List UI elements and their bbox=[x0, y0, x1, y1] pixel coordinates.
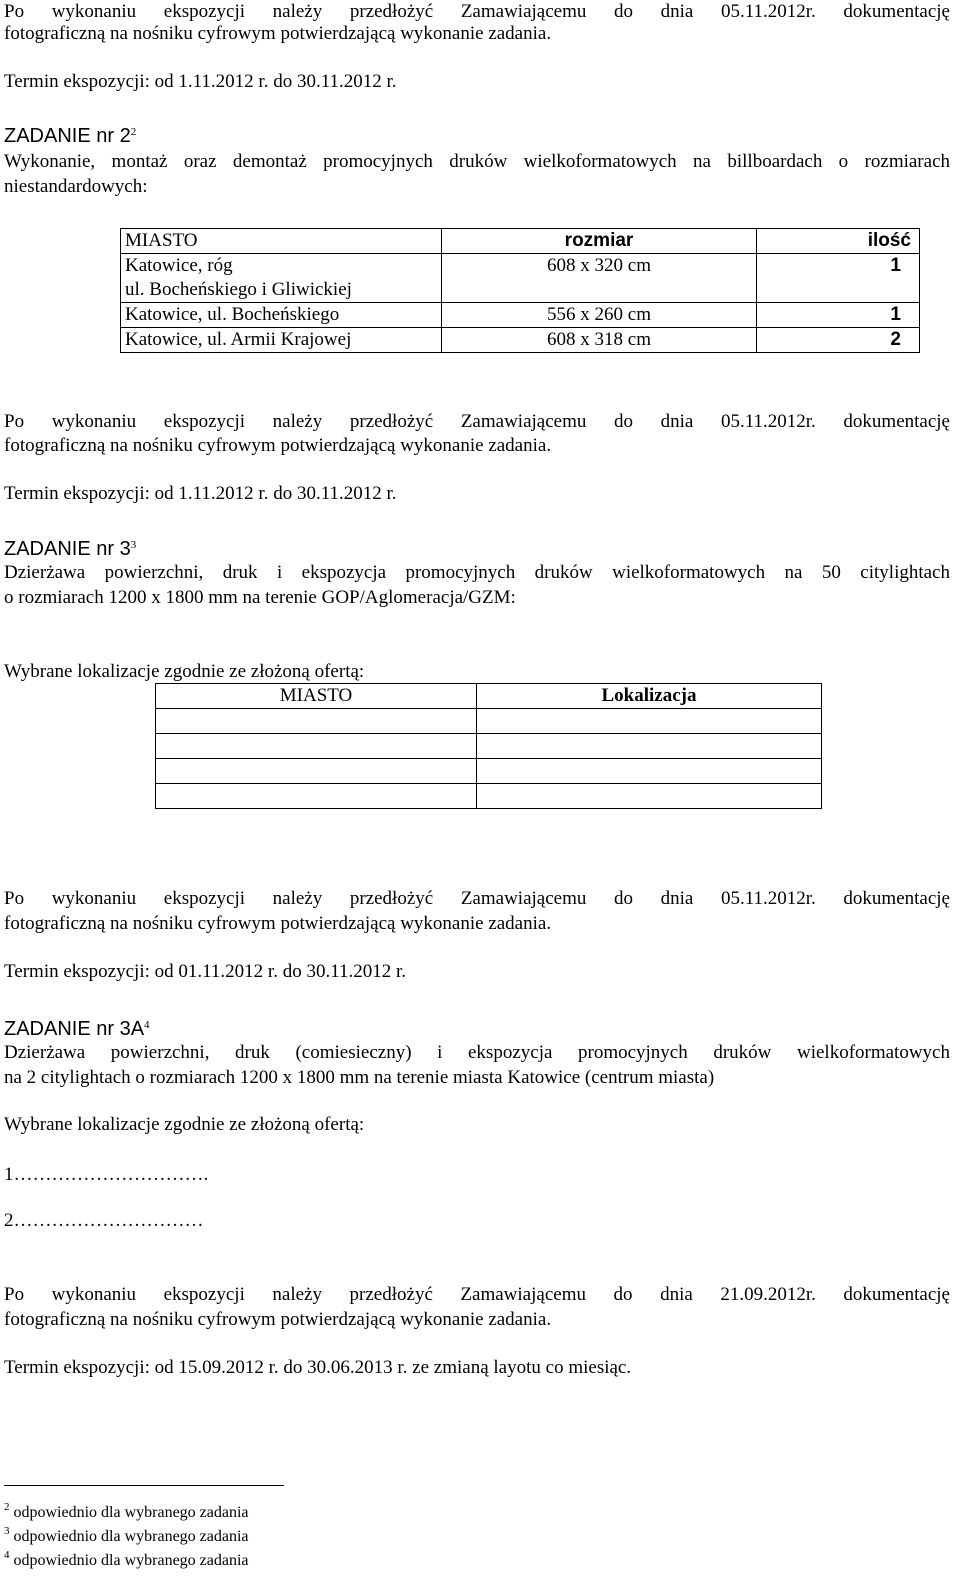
selected-locations-label: Wybrane lokalizacje zgodnie ze złożoną ofertą: bbox=[4, 1114, 365, 1135]
table-row bbox=[156, 734, 822, 759]
exposure-term: Termin ekspozycji: od 15.09.2012 r. do 30.06.2013 r. ze zmianą layotu co miesiąc. bbox=[4, 1357, 632, 1378]
cell-city: Katowice, ul. Armii Krajowej bbox=[121, 328, 442, 353]
header-location: Lokalizacja bbox=[477, 684, 822, 709]
cell-city: Katowice, ul. Bocheńskiego bbox=[121, 303, 442, 328]
exposure-term: Termin ekspozycji: od 1.11.2012 r. do 30.11.2012 r. bbox=[4, 71, 397, 92]
cell-qty: 1 bbox=[757, 254, 920, 303]
table-header-row bbox=[156, 684, 822, 709]
submit-text-line: Po wykonaniu ekspozycji należy przedłożyć Zamawiającemu do dnia 21.09.2012r. dokumentację bbox=[4, 1284, 950, 1305]
exposure-term: Termin ekspozycji: od 01.11.2012 r. do 30.11.2012 r. bbox=[4, 961, 407, 982]
header-city: MIASTO bbox=[156, 684, 477, 709]
billboard-table bbox=[120, 228, 920, 353]
location-entry-1[interactable]: 1…………………………. bbox=[4, 1164, 209, 1185]
task-2-title: ZADANIE nr $2^2$ bbox=[4, 125, 137, 147]
cell-location[interactable] bbox=[477, 709, 822, 734]
submit-text-line: fotograficzną na nośniku cyfrowym potwierdzającą wykonanie zadania. bbox=[4, 1309, 552, 1330]
task-3-desc: o rozmiarach 1200 x 1800 mm na terenie GOP/Aglomeracja/GZM: bbox=[4, 587, 516, 608]
submit-text-line: Po wykonaniu ekspozycji należy przedłożyć Zamawiającemu do dnia 05.11.2012r. dokumentację bbox=[4, 1, 950, 22]
submit-text-line: fotograficzną na nośniku cyfrowym potwierdzającą wykonanie zadania. bbox=[4, 435, 552, 456]
cell-location[interactable] bbox=[477, 734, 822, 759]
submit-text-line: fotograficzną na nośniku cyfrowym potwierdzającą wykonanie zadania. bbox=[4, 913, 552, 934]
cell-size: 608 x 318 cm bbox=[442, 328, 757, 353]
submit-text-line: Po wykonaniu ekspozycji należy przedłożyć Zamawiającemu do dnia 05.11.2012r. dokumentację bbox=[4, 888, 950, 909]
cell-city[interactable] bbox=[156, 759, 477, 784]
locations-table bbox=[155, 683, 822, 809]
task-2-desc: Wykonanie, montaż oraz demontaż promocyjnych druków wielkoformatowych na billboardach o rozmiarach bbox=[4, 151, 950, 172]
task-3-desc: Dzierżawa powierzchni, druk i ekspozycja promocyjnych druków wielkoformatowych na 50 citylightach bbox=[4, 562, 950, 583]
footnote: $^4$ odpowiednio dla wybranego zadania bbox=[4, 1549, 249, 1569]
cell-city[interactable] bbox=[156, 734, 477, 759]
task-3-title: ZADANIE nr $3^3$ bbox=[4, 538, 137, 560]
footnote-ref: 4 bbox=[144, 1019, 150, 1031]
task-3a-desc: Dzierżawa powierzchni, druk (comiesieczny) i ekspozycja promocyjnych druków wielkoformatowych bbox=[4, 1042, 950, 1063]
selected-locations-label: Wybrane lokalizacje zgodnie ze złożoną ofertą: bbox=[4, 661, 365, 682]
table-row bbox=[156, 709, 822, 734]
header-qty: ilość bbox=[757, 229, 920, 254]
footnote-separator bbox=[4, 1485, 284, 1486]
footnote-ref: 3 bbox=[130, 539, 137, 551]
table-row bbox=[121, 328, 920, 353]
cell-city[interactable] bbox=[156, 709, 477, 734]
table-header-row bbox=[121, 229, 920, 254]
table-row bbox=[121, 303, 920, 328]
cell-location[interactable] bbox=[477, 784, 822, 809]
cell-size: 608 x 320 cm bbox=[442, 254, 757, 303]
header-city: MIASTO bbox=[121, 229, 442, 254]
cell-size: 556 x 260 cm bbox=[442, 303, 757, 328]
submit-text-line: Po wykonaniu ekspozycji należy przedłożyć Zamawiającemu do dnia 05.11.2012r. dokumentację bbox=[4, 411, 950, 432]
table-row bbox=[156, 784, 822, 809]
task-3a-desc: na 2 citylightach o rozmiarach 1200 x 1800 mm na terenie miasta Katowice (centrum miasta) bbox=[4, 1067, 715, 1088]
exposure-term: Termin ekspozycji: od 1.11.2012 r. do 30.11.2012 r. bbox=[4, 483, 397, 504]
cell-city: Katowice, róg ul. Bocheńskiego i Gliwickiej bbox=[121, 254, 442, 303]
location-entry-2[interactable]: 2………………………… bbox=[4, 1210, 204, 1231]
table-row bbox=[156, 759, 822, 784]
footnote-ref: 2 bbox=[130, 126, 137, 138]
footnote: $^2$ odpowiednio dla wybranego zadania bbox=[4, 1501, 249, 1521]
footnote: $^3$ odpowiednio dla wybranego zadania bbox=[4, 1525, 249, 1545]
task-3a-title: ZADANIE nr $3A^4$ bbox=[4, 1018, 150, 1040]
cell-location[interactable] bbox=[477, 759, 822, 784]
cell-qty: 2 bbox=[757, 328, 920, 353]
submit-text-line: fotograficzną na nośniku cyfrowym potwierdzającą wykonanie zadania. bbox=[4, 23, 552, 44]
cell-city[interactable] bbox=[156, 784, 477, 809]
table-row bbox=[121, 254, 920, 303]
header-size: rozmiar bbox=[442, 229, 757, 254]
task-2-desc: niestandardowych: bbox=[4, 176, 148, 197]
cell-qty: 1 bbox=[757, 303, 920, 328]
